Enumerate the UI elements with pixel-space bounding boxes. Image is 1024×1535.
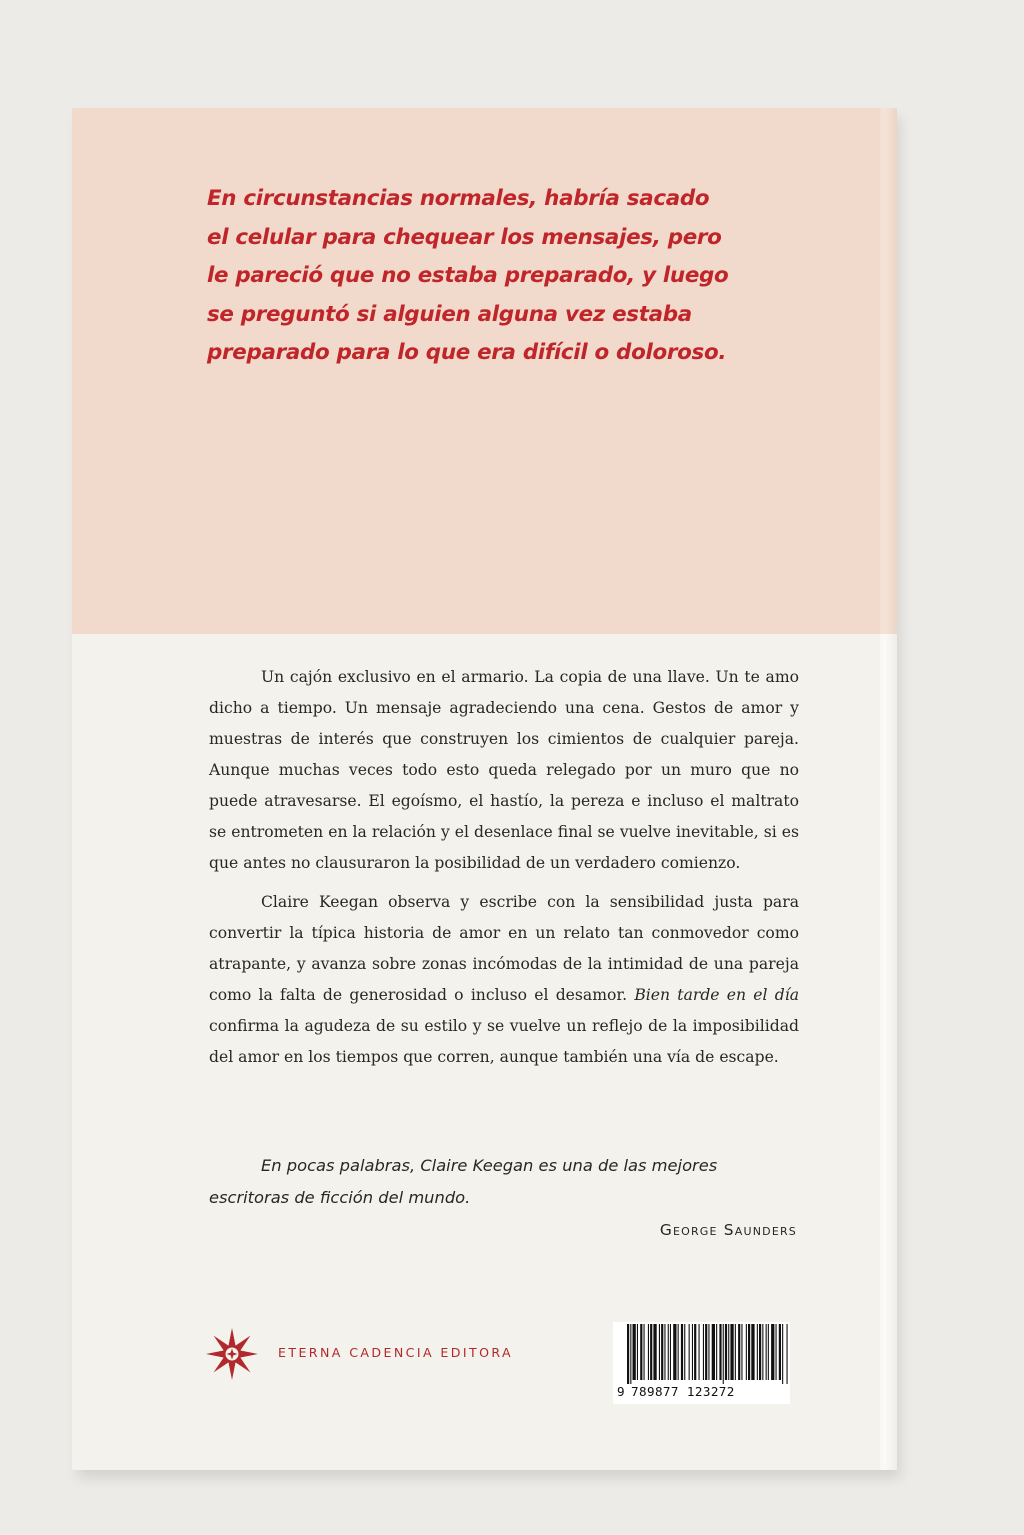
barcode-bar (716, 1324, 717, 1380)
barcode-bar (699, 1324, 700, 1380)
isbn-barcode (613, 1322, 790, 1404)
barcode-bar (728, 1324, 729, 1380)
barcode-bar (725, 1324, 727, 1380)
barcode-bar (779, 1324, 781, 1380)
isbn-digits: 789877 123272 (631, 1384, 735, 1399)
barcode-bar (768, 1324, 769, 1380)
synopsis-paragraph-1: Un cajón exclusivo en el armario. La copia de una llave. Un te amo dicho a tiempo. Un mensaje agradeciendo una cena. Gestos de amor y muestras de interés que construyen los cimientos de cualquier pareja. Aunque muchas veces todo esto queda relegado por un muro que no puede atravesarse. El egoísmo, el hastío, la pereza e incluso el maltrato se entrometen en la relación y el desenlace final se vuelve inevitable, si es que antes no clausuraron la posibilidad de un verdadero comienzo. (209, 668, 799, 872)
barcode-bar (653, 1324, 656, 1380)
barcode-bar (746, 1324, 747, 1380)
barcode-bar (708, 1324, 709, 1380)
barcode-bar (684, 1324, 685, 1380)
barcode-bar (723, 1324, 724, 1384)
book-title-italic: Bien tarde en el día (634, 986, 800, 1004)
barcode-bar (751, 1324, 754, 1380)
barcode-bar (771, 1324, 774, 1380)
barcode-bar (730, 1324, 733, 1380)
barcode-bar (782, 1324, 783, 1384)
isbn-first-digit: 9 (617, 1384, 625, 1399)
barcode-bar (766, 1324, 767, 1380)
barcode-bar (630, 1324, 631, 1384)
quote-line: preparado para lo que era difícil o doloroso. (207, 340, 727, 365)
synopsis (209, 662, 799, 1081)
synopsis-paragraph-2 (209, 887, 799, 1073)
barcode-bar (661, 1324, 663, 1380)
barcode-bar (738, 1324, 740, 1380)
barcode-bar (650, 1324, 652, 1380)
barcode-bar (644, 1324, 645, 1380)
barcode-bar (664, 1324, 665, 1380)
blurb-author: George Saunders (659, 1221, 797, 1239)
barcode-bar (776, 1324, 777, 1380)
synopsis-paragraph-2-tail: confirma la agudeza de su estilo y se vuelve un reflejo de la imposibilidad del amor en los tiempos que corren, aunque también una vía de escape. (209, 1017, 799, 1066)
barcode-bar (759, 1324, 761, 1380)
barcode-bar (673, 1324, 676, 1380)
barcode-bar (640, 1324, 642, 1380)
publisher-name: ETERNA CADENCIA EDITORA (278, 1345, 514, 1360)
barcode-bar (648, 1324, 649, 1380)
barcode-bar (719, 1324, 721, 1380)
barcode-bar (670, 1324, 671, 1380)
barcode-bar (668, 1324, 669, 1380)
blurb-line-1: En pocas palabras, Claire Keegan es una de las mejores (261, 1156, 718, 1175)
barcode-bar (681, 1324, 683, 1380)
excerpt-quote (207, 180, 847, 373)
eight-point-star-icon (204, 1326, 260, 1382)
barcode-bar (757, 1324, 758, 1380)
quote-line: el celular para chequear los mensajes, pero (207, 224, 722, 250)
barcode-bar (762, 1324, 763, 1380)
blurb-line-2: escritoras de ficción del mundo. (209, 1188, 471, 1207)
barcode-bar (705, 1324, 707, 1380)
synopsis-paragraph-2-text: Claire Keegan observa y escribe con la sensibilidad justa para convertir la típica historia de amor en un relato tan conmovedor como atrapante, y avanza sobre zonas incómodas de la intimidad de una pareja como la falta de generosidad o incluso el desamor. (209, 893, 799, 1004)
barcode-bar (694, 1324, 696, 1380)
review-blurb (209, 1150, 799, 1214)
barcode-bar (748, 1324, 750, 1380)
barcode-bar (712, 1324, 715, 1380)
barcode-bar (637, 1324, 638, 1380)
barcode-bar (741, 1324, 742, 1380)
barcode-bar (692, 1324, 693, 1380)
barcode-bar (735, 1324, 736, 1380)
barcode-bar (689, 1324, 690, 1380)
cover-quote-panel (72, 108, 880, 634)
book-back-cover (72, 108, 880, 1470)
quote-line: le pareció que no estaba preparado, y luego (207, 263, 729, 288)
book-spine-edge-top (877, 108, 897, 634)
barcode-bar (678, 1324, 679, 1380)
barcode-bar (703, 1324, 704, 1380)
barcode-bar (627, 1324, 629, 1384)
quote-line: se preguntó si alguien alguna vez estaba (207, 301, 692, 327)
barcode-bars (613, 1322, 790, 1384)
barcode-bar (659, 1324, 660, 1380)
quote-line: En circunstancias normales, habría sacado (207, 186, 710, 211)
barcode-bar (633, 1324, 636, 1380)
barcode-bar (787, 1324, 788, 1384)
